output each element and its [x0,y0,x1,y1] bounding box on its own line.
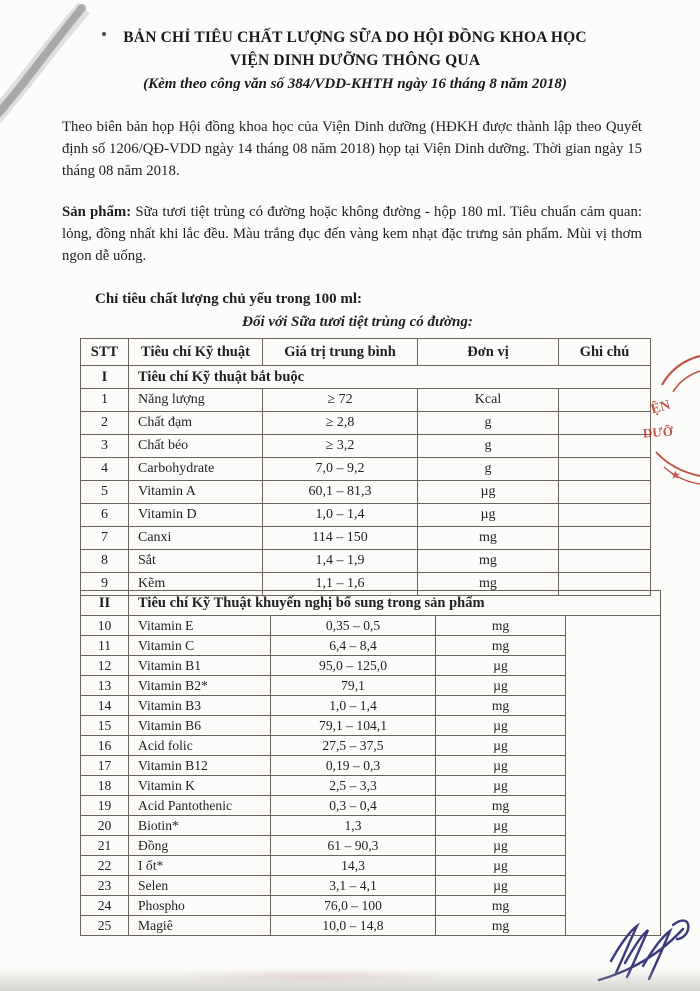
row-index-cell: 5 [81,481,129,504]
unit-cell: µg [436,836,566,856]
note-cell [559,527,651,550]
row-index-cell: 16 [81,736,129,756]
row-index-cell: 13 [81,676,129,696]
section-index-cell: II [81,591,129,616]
unit-cell: mg [436,636,566,656]
value-cell: 0,35 – 0,5 [271,616,436,636]
row-index-cell: 12 [81,656,129,676]
table-header-row [81,339,651,366]
section-row [81,591,661,616]
row-index-cell: 21 [81,836,129,856]
note-cell [559,389,651,412]
value-cell: 76,0 – 100 [271,896,436,916]
value-cell: 1,0 – 1,4 [271,696,436,716]
unit-cell: mg [436,896,566,916]
spec-table-2-body [81,591,661,936]
table-row [81,412,651,435]
column-header: STT [81,339,129,366]
column-header: Tiêu chí Kỹ thuật [129,339,263,366]
row-index-cell: 23 [81,876,129,896]
row-index-cell: 2 [81,412,129,435]
spec-table-1 [80,338,651,596]
unit-cell: mg [436,696,566,716]
table-row [81,616,661,636]
product-label: Sản phẩm: [62,204,132,220]
unit-cell: Kcal [418,389,559,412]
criterion-cell: Năng lượng [129,389,263,412]
value-cell: 0,3 – 0,4 [271,796,436,816]
value-cell: 79,1 [271,676,436,696]
criterion-cell: Canxi [129,527,263,550]
criterion-cell: Chất béo [129,435,263,458]
scan-smudge [170,969,460,985]
criterion-cell: Vitamin K [129,776,271,796]
row-index-cell: 15 [81,716,129,736]
column-header: Ghi chú [559,339,651,366]
value-cell: 7,0 – 9,2 [263,458,418,481]
table-row [81,481,651,504]
row-index-cell: 4 [81,458,129,481]
unit-cell: mg [418,573,559,596]
stamp-text-fragment-top: ỆN [649,397,673,418]
spec-table-1-body [81,339,651,596]
unit-cell: µg [436,656,566,676]
row-index-cell: 14 [81,696,129,716]
column-header: Đơn vị [418,339,559,366]
criterion-cell: Vitamin B3 [129,696,271,716]
criterion-cell: Sắt [129,550,263,573]
row-index-cell: 7 [81,527,129,550]
value-cell: 79,1 – 104,1 [271,716,436,736]
scan-edge-shadow [0,967,700,991]
unit-cell: µg [436,676,566,696]
value-cell: 0,19 – 0,3 [271,756,436,776]
unit-cell: µg [436,876,566,896]
unit-cell: g [418,458,559,481]
criterion-cell: I ốt* [129,856,271,876]
product-paragraph [62,202,642,268]
unit-cell: g [418,435,559,458]
row-index-cell: 18 [81,776,129,796]
value-cell: 95,0 – 125,0 [271,656,436,676]
criterion-cell: Selen [129,876,271,896]
row-index-cell: 3 [81,435,129,458]
unit-cell: µg [418,481,559,504]
criterion-cell: Vitamin B2* [129,676,271,696]
document-title-reference: (Kèm theo công văn số 384/VDD-KHTH ngày 16 tháng 8 năm 2018) [143,75,567,92]
criterion-cell: Kẽm [129,573,263,596]
unit-cell: mg [436,616,566,636]
criterion-cell: Biotin* [129,816,271,836]
table-row [81,458,651,481]
value-cell: 1,4 – 1,9 [263,550,418,573]
document-title-line1: BẢN CHỈ TIÊU CHẤT LƯỢNG SỮA DO HỘI ĐỒNG KHOA HỌC [123,29,587,46]
product-description: Sữa tươi tiệt trùng có đường hoặc không đường - hộp 180 ml. Tiêu chuẩn cảm quan: lỏng, đồng nhất khi lắc đều. Màu trắng đục đến vàng kem nhạt đặc trưng sản phẩm. Mùi vị thơm ngon dễ uống. [62,204,643,264]
value-cell: 2,5 – 3,3 [271,776,436,796]
note-cell [559,458,651,481]
table-row [81,504,651,527]
unit-cell: µg [436,856,566,876]
note-cell [559,435,651,458]
row-index-cell: 24 [81,896,129,916]
row-index-cell: 10 [81,616,129,636]
row-index-cell: 11 [81,636,129,656]
spec-table-2 [80,590,661,936]
document-header [60,26,650,95]
column-header: Giá trị trung bình [263,339,418,366]
unit-cell: mg [436,796,566,816]
row-index-cell: 25 [81,916,129,936]
criterion-cell: Chất đạm [129,412,263,435]
section-row [81,366,651,389]
criterion-cell: Vitamin D [129,504,263,527]
value-cell: 60,1 – 81,3 [263,481,418,504]
value-cell: ≥ 3,2 [263,435,418,458]
unit-cell: µg [418,504,559,527]
note-cell [559,504,651,527]
unit-cell: µg [436,816,566,836]
row-index-cell: 9 [81,573,129,596]
unit-cell: µg [436,756,566,776]
table-row [81,435,651,458]
row-index-cell: 19 [81,796,129,816]
document-title-line2: VIỆN DINH DƯỠNG THÔNG QUA [229,52,481,70]
value-cell: 6,4 – 8,4 [271,636,436,656]
criterion-cell: Acid folic [129,736,271,756]
value-cell: 10,0 – 14,8 [271,916,436,936]
row-index-cell: 22 [81,856,129,876]
section-label-cell: Tiêu chí Kỹ thuật bắt buộc [129,366,651,389]
row-index-cell: 20 [81,816,129,836]
criterion-cell: Vitamin A [129,481,263,504]
value-cell: 114 – 150 [263,527,418,550]
row-index-cell: 6 [81,504,129,527]
criterion-cell: Vitamin B12 [129,756,271,776]
criterion-cell: Đồng [129,836,271,856]
criterion-cell: Acid Pantothenic [129,796,271,816]
value-cell: 27,5 – 37,5 [271,736,436,756]
row-index-cell: 1 [81,389,129,412]
value-cell: 3,1 – 4,1 [271,876,436,896]
section-label-cell: Tiêu chí Kỹ Thuật khuyến nghị bổ sung trong sản phẩm [129,591,661,616]
value-cell: ≥ 2,8 [263,412,418,435]
intro-paragraph: Theo biên bản họp Hội đồng khoa học của Viện Dinh dưỡng (HĐKH được thành lập theo Quyết định số 1206/QĐ-VDD ngày 14 tháng 08 năm 2018) họp tại Viện Dinh dưỡng. Thời gian ngày 15 tháng 08 năm 2018. [62,119,642,179]
value-cell: ≥ 72 [263,389,418,412]
note-cell [566,616,661,936]
value-cell: 14,3 [271,856,436,876]
unit-cell: µg [436,736,566,756]
stamp-text-fragment-bottom: DƯỠ [642,423,674,441]
value-cell: 1,3 [271,816,436,836]
value-cell: 1,0 – 1,4 [263,504,418,527]
unit-cell: mg [436,916,566,936]
criterion-cell: Magiê [129,916,271,936]
note-cell [559,481,651,504]
unit-cell: mg [418,527,559,550]
criterion-cell: Vitamin E [129,616,271,636]
note-cell [559,550,651,573]
unit-cell: µg [436,776,566,796]
criteria-heading: Chỉ tiêu chất lượng chủ yếu trong 100 ml: [95,291,363,307]
value-cell: 61 – 90,3 [271,836,436,856]
criterion-cell: Carbohydrate [129,458,263,481]
row-index-cell: 8 [81,550,129,573]
criterion-cell: Vitamin C [129,636,271,656]
section-index-cell: I [81,366,129,389]
criterion-cell: Vitamin B6 [129,716,271,736]
stamp-star-icon: ★ [670,468,681,482]
row-index-cell: 17 [81,756,129,776]
criterion-cell: Phospho [129,896,271,916]
unit-cell: µg [436,716,566,736]
note-cell [559,412,651,435]
unit-cell: mg [418,550,559,573]
value-cell: 1,1 – 1,6 [263,573,418,596]
criteria-subheading: Đối với Sữa tươi tiệt trùng có đường: [242,314,473,330]
table-row [81,550,651,573]
table-row [81,389,651,412]
table-row [81,527,651,550]
unit-cell: g [418,412,559,435]
criterion-cell: Vitamin B1 [129,656,271,676]
